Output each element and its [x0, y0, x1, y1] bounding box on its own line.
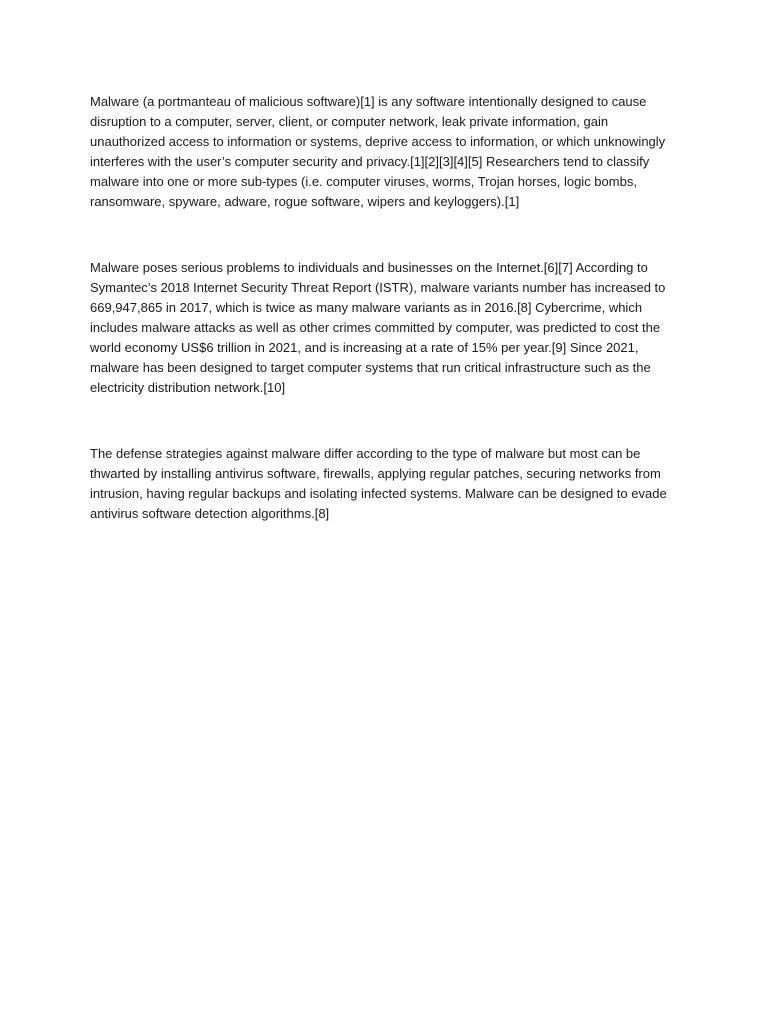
document-body	[90, 92, 682, 524]
paragraph-malware-impact: Malware poses serious problems to individuals and businesses on the Internet.[6][7] According to Symantec’s 2018 Internet Security Threat Report (ISTR), malware variants number has increased to 669,947,865 in 2017, which is twice as many malware variants as in 2016.[8] Cybercrime, which includes malware attacks as well as other crimes committed by computer, was predicted to cost the world economy US$6 trillion in 2021, and is increasing at a rate of 15% per year.[9] Since 2021, malware has been designed to target computer systems that run critical infrastructure such as the electricity distribution network.[10]	[90, 260, 666, 395]
paragraph-defense-strategies: The defense strategies against malware differ according to the type of malware but most can be thwarted by installing antivirus software, firewalls, applying regular patches, securing networks from intrusion, having regular backups and isolating infected systems. Malware can be designed to evade antivirus software detection algorithms.[8]	[90, 446, 667, 521]
paragraph-malware-definition: Malware (a portmanteau of malicious software)[1] is any software intentionally designed to cause disruption to a computer, server, client, or computer network, leak private information, gain unauthorized access to information or systems, deprive access to information, or which unknowingly interferes with the user’s computer security and privacy.[1][2][3][4][5] Researchers tend to classify malware into one or more sub-types (i.e. computer viruses, worms, Trojan horses, logic bombs, ransomware, spyware, adware, rogue software, wipers and keyloggers).[1]	[90, 94, 666, 209]
